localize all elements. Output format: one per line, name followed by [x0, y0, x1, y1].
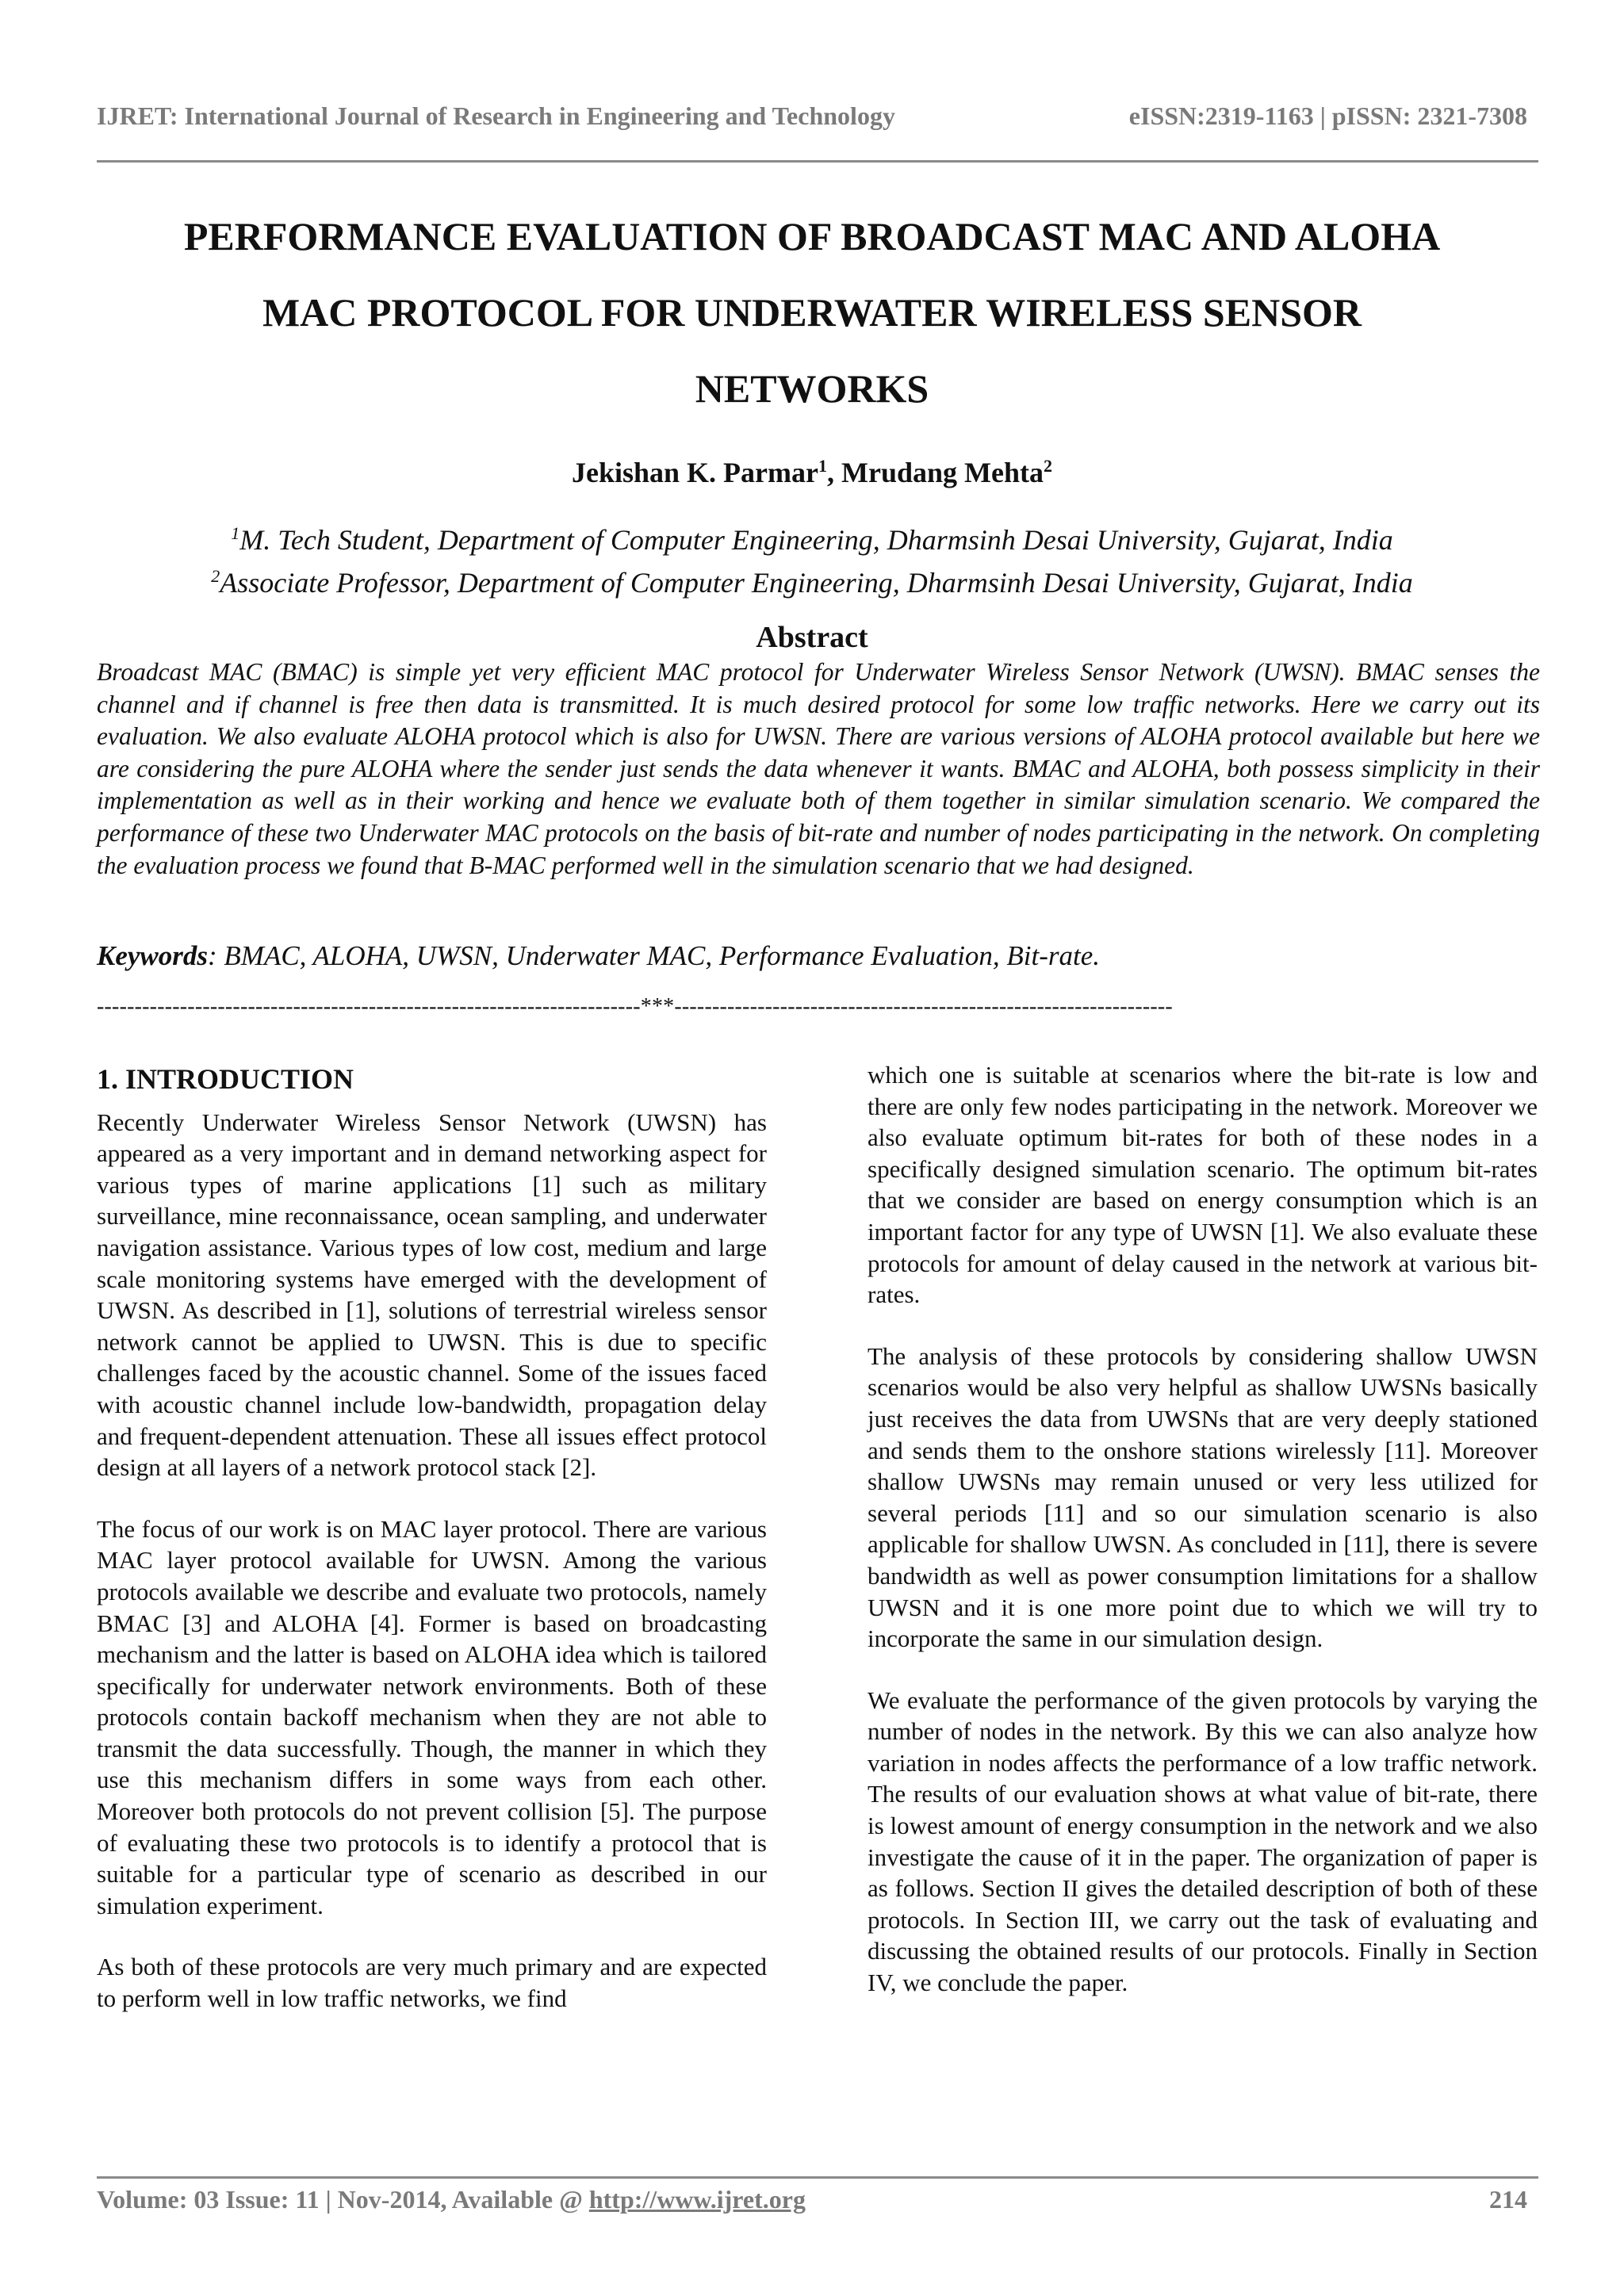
author-1: Jekishan K. Parmar	[572, 457, 818, 488]
title-line-3: NETWORKS	[695, 366, 929, 411]
intro-paragraph-1: Recently Underwater Wireless Sensor Network (UWSN) has appeared as a very important and in demand networking aspect for various types of marine applications [1] such as military surveillance, mine reconnaissance, ocean sampling, and underwater navigation assistance. Various types of low cost, medium and large scale monitoring systems have emerged with the development of UWSN. As described in [1], solutions of terrestrial wireless sensor network cannot be applied to UWSN. This is due to specific challenges faced by the acoustic channel. Some of the issues faced with acoustic channel include low-bandwidth, propagation delay and frequent-dependent attenuation. These all issues effect protocol design at all layers of a network protocol stack [2].	[97, 1108, 767, 1482]
affiliation-1	[0, 515, 1624, 558]
running-footer	[97, 2185, 1527, 2214]
title-line-1: PERFORMANCE EVALUATION OF BROADCAST MAC AND ALOHA	[183, 214, 1441, 258]
affiliation-1-sup: 1	[231, 523, 240, 543]
footer-volume	[97, 2185, 806, 2214]
intro-paragraph-4: which one is suitable at scenarios where the bit-rate is low and there are only few nodes participating in the network. Moreover we also evaluate optimum bit-rates for both of these nodes in a specifically designed simulation scenario. The optimum bit-rates that we consider are based on energy consumption which is an important factor for any type of UWSN [1]. We also evaluate these protocols for amount of delay caused in the network at various bit-rates.	[868, 1061, 1538, 1309]
intro-paragraph-5: The analysis of these protocols by considering shallow UWSN scenarios would be also very helpful as shallow UWSNs basically just receives the data from UWSNs that are very deeply stationed and sends them to the onshore stations wirelessly [11]. Moreover shallow UWSNs may remain unused or very less utilized for several periods [11] and so our simulation scenario is also applicable for shallow UWSN. As concluded in [11], there is severe bandwidth as well as power consumption limitations for a shallow UWSN and it is one more point due to which we will try to incorporate the same in our simulation design.	[868, 1341, 1538, 1653]
intro-paragraph-3: As both of these protocols are very much primary and are expected to perform well in low traffic networks, we find	[97, 1953, 767, 2013]
section-heading-introduction: 1. INTRODUCTION	[97, 1063, 354, 1095]
footer-divider	[97, 2176, 1538, 2179]
right-column	[868, 1059, 1538, 1999]
footer-volume-text: Volume: 03 Issue: 11 | Nov-2014, Available @	[97, 2185, 589, 2214]
title-line-2: MAC PROTOCOL FOR UNDERWATER WIRELESS SENSOR	[262, 290, 1362, 335]
page-number: 214	[1489, 2185, 1527, 2214]
intro-paragraph-2: The focus of our work is on MAC layer protocol. There are various MAC layer protocol available for UWSN. Among the various protocols available we describe and evaluate two protocols, namely BMAC [3] and ALOHA [4]. Former is based on broadcasting mechanism and the latter is based on ALOHA idea which is tailored specifically for underwater network environments. Both of these protocols contain backoff mechanism when they are not able to transmit the data successfully. Though, the manner in which they use this mechanism differs in some ways from each other. Moreover both protocols do not prevent collision [5]. The purpose of evaluating these two protocols is to identify a protocol that is suitable for a particular type of scenario as described in our simulation experiment.	[97, 1514, 767, 1919]
affiliations	[0, 515, 1624, 601]
author-2-sup: 2	[1044, 456, 1052, 476]
authors	[0, 456, 1624, 489]
section-separator: ------------------------------------------------------------------------***------------------------------------------------------------------	[97, 994, 1173, 1019]
affiliation-2-text: Associate Professor, Department of Computer Engineering, Dharmsinh Desai University, Gujarat, India	[220, 567, 1413, 599]
left-column	[97, 1058, 767, 2015]
keywords	[97, 940, 1540, 972]
intro-paragraph-6: We evaluate the performance of the given protocols by varying the number of nodes in the network. By this we can also analyze how variation in nodes affects the performance of a low traffic network. The results of our evaluation shows at what value of bit-rate, there is lowest amount of energy consumption in the network and we also investigate the cause of it in the paper. The organization of paper is as follows. Section II gives the detailed description of both of these protocols. In Section III, we carry out the task of evaluating and discussing the obtained results of our protocols. Finally in Section IV, we conclude the paper.	[868, 1686, 1538, 1997]
journal-name: IJRET: International Journal of Research in Engineering and Technology	[97, 101, 895, 130]
affiliation-2	[0, 558, 1624, 601]
header-divider	[97, 160, 1538, 163]
running-header	[97, 101, 1527, 131]
author-separator: ,	[827, 457, 841, 488]
affiliation-1-text: M. Tech Student, Department of Computer Engineering, Dharmsinh Desai University, Gujarat, India	[239, 524, 1393, 556]
abstract-text: Broadcast MAC (BMAC) is simple yet very efficient MAC protocol for Underwater Wireless Sensor Network (UWSN). BMAC senses the channel and if channel is free then data is transmitted. It is much desired protocol for some low traffic networks. Here we carry out its evaluation. We also evaluate ALOHA protocol which is also for UWSN. There are various versions of ALOHA protocol available but here we are considering the pure ALOHA where the sender just sends the data whenever it wants. BMAC and ALOHA, both possess simplicity in their implementation as well as in their working and hence we evaluate both of them together in similar simulation scenario. We compared the performance of these two Underwater MAC protocols on the basis of bit-rate and number of nodes participating in the network. On completing the evaluation process we found that B-MAC performed well in the simulation scenario that we had designed.	[97, 658, 1540, 879]
journal-url-link[interactable]: http://www.ijret.org	[588, 2185, 806, 2214]
keywords-text: : BMAC, ALOHA, UWSN, Underwater MAC, Performance Evaluation, Bit-rate.	[208, 940, 1101, 971]
paper-title	[79, 198, 1545, 427]
author-2: Mrudang Mehta	[841, 457, 1044, 488]
author-1-sup: 1	[818, 456, 827, 476]
affiliation-2-sup: 2	[211, 566, 220, 586]
issn: eISSN:2319-1163 | pISSN: 2321-7308	[1128, 101, 1527, 130]
abstract-heading: Abstract	[756, 621, 868, 654]
keywords-label: Keywords	[97, 940, 208, 971]
